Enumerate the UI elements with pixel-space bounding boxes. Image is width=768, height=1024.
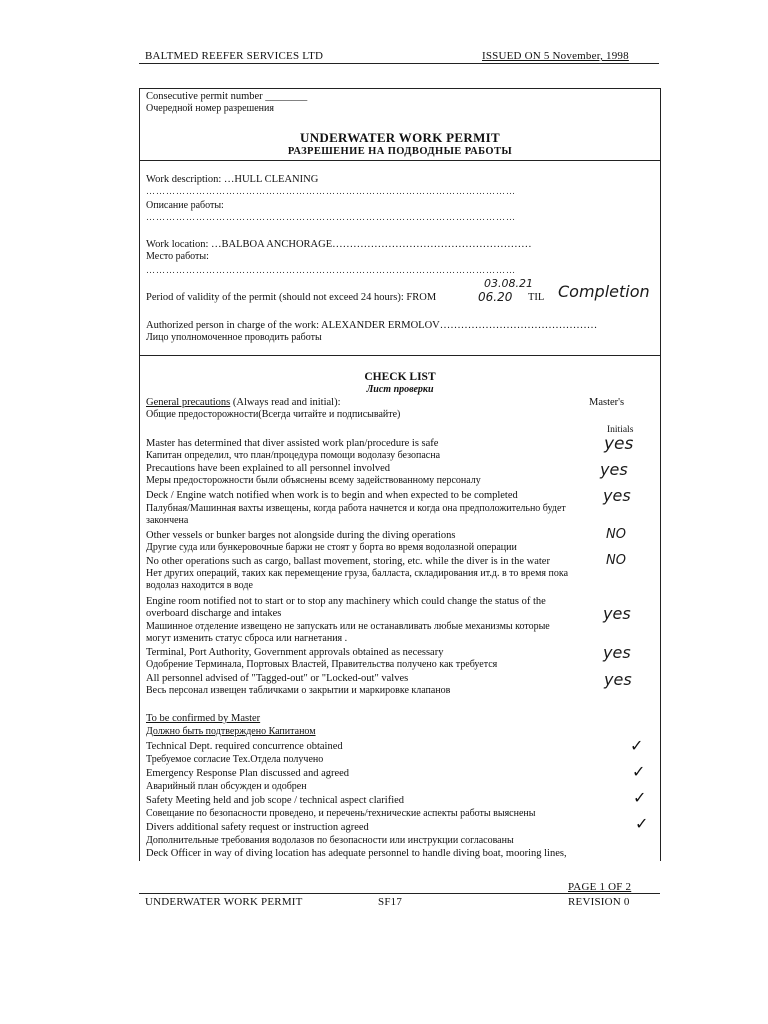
- checklist-item-en: All personnel advised of "Tagged-out" or "Locked-out" valves: [146, 673, 409, 684]
- initial-handwritten: yes: [603, 643, 631, 662]
- initial-handwritten: yes: [603, 486, 631, 505]
- general-precautions: [146, 397, 340, 409]
- checklist-item-ru: могут изменить статус сброса или нагнетания .: [146, 633, 348, 644]
- checklist-item-ru: Машинное отделение извещено не запускать или не останавливать любые механизмы которые: [146, 621, 550, 632]
- initial-handwritten: yes: [600, 460, 628, 479]
- checklist-title: CHECK LIST: [364, 371, 436, 383]
- page-number: PAGE 1 OF 2: [568, 881, 632, 893]
- confirm-item-ru: Аварийный план обсужден и одобрен: [146, 781, 307, 792]
- check-mark-icon: ✓: [633, 788, 647, 807]
- permit-title-ru: РАЗРЕШЕНИЕ НА ПОДВОДНЫЕ РАБОТЫ: [287, 146, 513, 157]
- checklist-item-ru: водолаз находится в воде: [146, 580, 253, 591]
- checklist-item-ru: Одобрение Терминала, Портовых Властей, Правительства получено как требуется: [146, 659, 498, 670]
- checklist-item-en: Engine room notified not to start or to stop any machinery which could change the status of the: [146, 596, 546, 607]
- work-location-ru: Место работы:: [146, 251, 209, 262]
- checklist-item-en: overboard discharge and intakes: [146, 608, 282, 619]
- validity-to-handwritten: Completion: [558, 282, 650, 301]
- footer-rule: [139, 893, 660, 894]
- company-name: BALTMED REEFER SERVICES LTD: [145, 50, 324, 62]
- initial-handwritten: yes: [603, 604, 631, 623]
- checklist-item-ru: Капитан определил, что план/процедура помощи водолазу безопасна: [146, 450, 441, 461]
- initial-handwritten: NO: [606, 553, 626, 568]
- masters-column-header: Master's: [589, 397, 625, 408]
- initials-column-header: Initials: [607, 425, 634, 435]
- confirm-item-ru: Требуемое согласие Тех.Отдела получено: [146, 754, 324, 765]
- checklist-item-ru: Другие суда или бункеровочные баржи не стоят у борта во время водолазной операции: [146, 542, 517, 553]
- general-precautions-note: (Always read and initial):: [230, 397, 341, 408]
- checklist-item-en: Terminal, Port Authority, Government approvals obtained as necessary: [146, 647, 444, 658]
- section-divider-1: [139, 160, 660, 161]
- validity-date-handwritten: 03.08.21: [484, 277, 533, 290]
- confirm-heading: To be confirmed by Master: [146, 713, 261, 724]
- last-checklist-line: Deck Officer in way of diving location has adequate personnel to handle diving boat, mooring lines,: [146, 848, 567, 859]
- work-description: Work description: …HULL CLEANING: [146, 174, 319, 185]
- confirm-item-en: Safety Meeting held and job scope / technical aspect clarified: [146, 795, 405, 806]
- initial-handwritten: yes: [604, 670, 632, 689]
- dotted-line: …………………………………………………………………………………………………: [146, 186, 516, 196]
- checklist-item-en: No other operations such as cargo, ballast movement, storing, etc. while the diver is in the water: [146, 556, 550, 567]
- checklist-item-en: Other vessels or bunker barges not alongside during the diving operations: [146, 530, 456, 541]
- general-precautions-ru: Общие предосторожности(Всегда читайте и подписывайте): [146, 409, 401, 420]
- confirm-item-en: Technical Dept. required concurrence obtained: [146, 741, 343, 752]
- footer-form-name: UNDERWATER WORK PERMIT: [145, 896, 303, 908]
- confirm-item-ru: Совещание по безопасности проведено, и перечень/технические аспекты работы выяснены: [146, 808, 536, 819]
- dotted-line: …………………………………………………………………………………………………: [146, 212, 516, 222]
- initial-handwritten: NO: [606, 527, 626, 542]
- checklist-item-ru: Палубная/Машинная вахты извещены, когда работа начнется и когда она предположительно будет: [146, 503, 566, 514]
- checklist-item-ru: Меры предосторожности были объяснены всему задействованному персоналу: [146, 475, 481, 486]
- check-mark-icon: ✓: [630, 736, 644, 755]
- check-mark-icon: ✓: [635, 814, 649, 833]
- checklist-item-ru: Весь персонал извещен табличками о закрытии и маркировке клапанов: [146, 685, 451, 696]
- validity-from-handwritten: 06.20: [478, 290, 513, 304]
- validity-til: TIL: [528, 292, 545, 303]
- work-description-ru: Описание работы:: [146, 200, 224, 211]
- section-divider-2: [139, 355, 660, 356]
- checklist-item-en: Master has determined that diver assisted work plan/procedure is safe: [146, 438, 439, 449]
- general-precautions-heading: General precautions: [146, 397, 231, 408]
- authorized-person: Authorized person in charge of the work: ALEXANDER ERMOLOV………………………………………: [146, 320, 598, 331]
- confirm-item-en: Divers additional safety request or instruction agreed: [146, 822, 369, 833]
- dotted-line: …………………………………………………………………………………………………: [146, 265, 516, 275]
- confirm-item-ru: Дополнительные требования водолазов по безопасности или инструкции согласованы: [146, 835, 514, 846]
- footer-form-code: SF17: [378, 896, 403, 908]
- header-rule: [139, 63, 659, 64]
- checklist-title-ru: Лист проверки: [366, 384, 434, 395]
- permit-title: UNDERWATER WORK PERMIT: [300, 130, 500, 145]
- checklist-item-ru: Нет других операций, таких как перемещение груза, балласта, складирования ит.д. в то время пока: [146, 568, 569, 579]
- check-mark-icon: ✓: [632, 762, 646, 781]
- authorized-person-ru: Лицо уполномоченное проводить работы: [146, 332, 322, 343]
- permit-number-label-ru: Очередной номер разрешения: [146, 103, 274, 114]
- confirm-item-en: Emergency Response Plan discussed and agreed: [146, 768, 350, 779]
- confirm-heading-ru: Должно быть подтверждено Капитаном: [146, 726, 316, 737]
- permit-number-label: Consecutive permit number ________: [146, 91, 308, 102]
- issued-date: ISSUED ON 5 November, 1998: [482, 50, 629, 62]
- initial-handwritten: yes: [604, 434, 634, 454]
- checklist-item-en: Deck / Engine watch notified when work is to begin and when expected to be completed: [146, 490, 518, 501]
- checklist-item-en: Precautions have been explained to all personnel involved: [146, 463, 391, 474]
- footer-revision: REVISION 0: [568, 896, 630, 908]
- work-location: Work location: …BALBOA ANCHORAGE…………………………………………………: [146, 239, 532, 250]
- checklist-item-ru: закончена: [146, 515, 189, 526]
- validity-period: Period of validity of the permit (should not exceed 24 hours): FROM: [146, 292, 437, 303]
